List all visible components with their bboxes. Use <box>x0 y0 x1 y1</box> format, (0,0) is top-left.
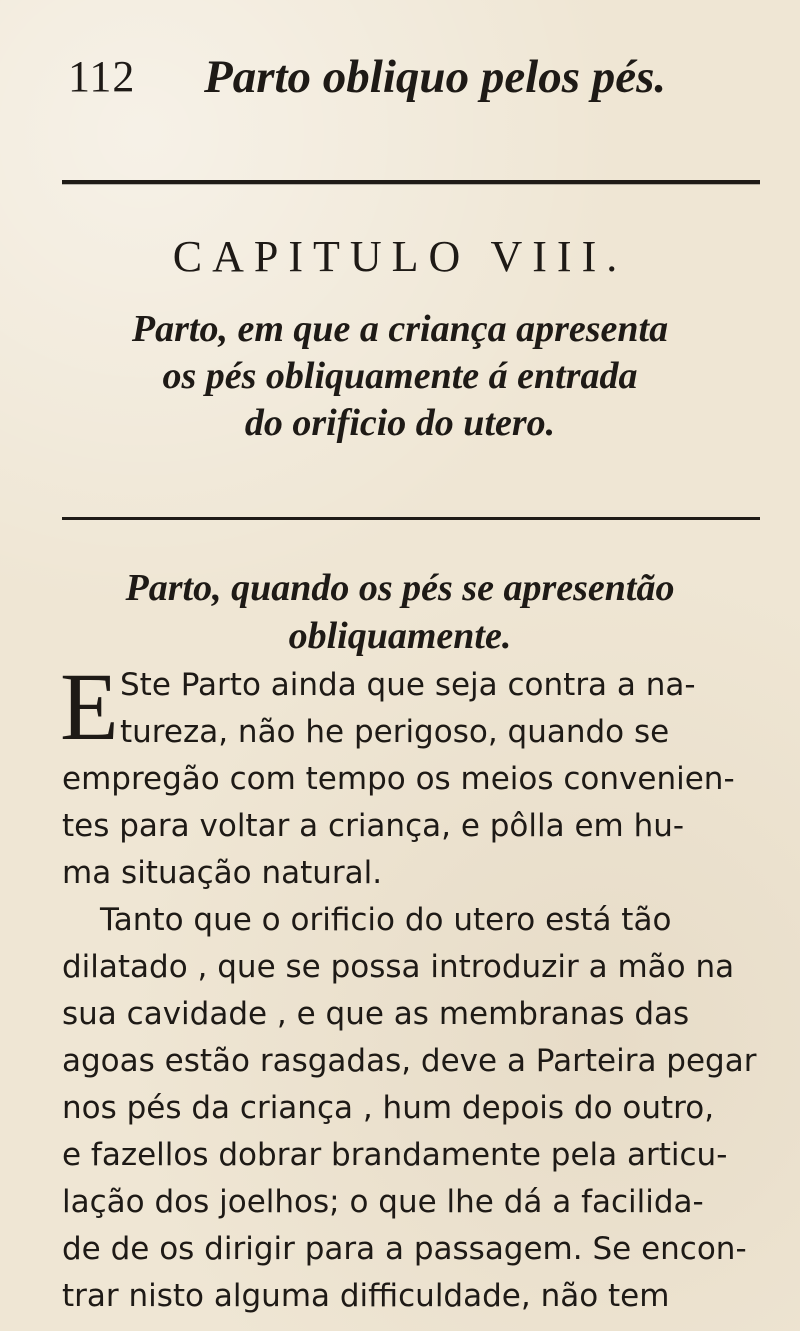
body-line: agoas estão rasgadas, deve a Parteira pegar <box>62 1043 757 1079</box>
chapter-subtitle-line: os pés obliquamente á entrada <box>162 355 638 397</box>
body-line: Tanto que o orificio do utero está tão <box>100 902 672 938</box>
drop-cap: E <box>60 653 119 760</box>
body-line: ma situação natural. <box>62 855 383 891</box>
paragraph-1-opening <box>60 653 768 760</box>
section-title-line: Parto, quando os pés se apresentão <box>125 567 675 609</box>
body-line: tes para voltar a criança, e pôlla em hu- <box>62 808 685 844</box>
top-rule <box>62 180 760 184</box>
body-line: e fazellos dobrar brandamente pela articu- <box>62 1137 728 1173</box>
section-title-line: obliquamente. <box>288 615 512 657</box>
section-title <box>0 564 800 660</box>
body-text <box>60 653 768 1320</box>
body-line: trar nisto alguma difficuldade, não tem <box>62 1278 670 1314</box>
body-line: sua cavidade , e que as membranas das <box>62 996 690 1032</box>
chapter-subtitle-line: Parto, em que a criança apresenta <box>131 308 669 350</box>
body-line: dilatado , que se possa introduzir a mão na <box>62 949 735 985</box>
page-number: 112 <box>68 52 136 101</box>
body-line: Ste Parto ainda que seja contra a na- <box>120 667 696 703</box>
body-line: nos pés da criança , hum depois do outro, <box>62 1090 715 1126</box>
running-head <box>0 52 800 102</box>
body-line: empregão com tempo os meios convenien- <box>62 761 735 797</box>
chapter-subtitle <box>0 306 800 447</box>
chapter-subtitle-line: do orificio do utero. <box>244 402 556 444</box>
section-rule <box>62 517 760 520</box>
body-line: lação dos joelhos; o que lhe dá a facilida- <box>62 1184 704 1220</box>
chapter-heading: CAPITULO VIII. <box>172 232 628 281</box>
body-line: tureza, não he perigoso, quando se <box>120 714 670 750</box>
body-line: de de os dirigir para a passagem. Se encon- <box>62 1231 747 1267</box>
running-title: Parto obliquo pelos pés. <box>204 51 667 103</box>
